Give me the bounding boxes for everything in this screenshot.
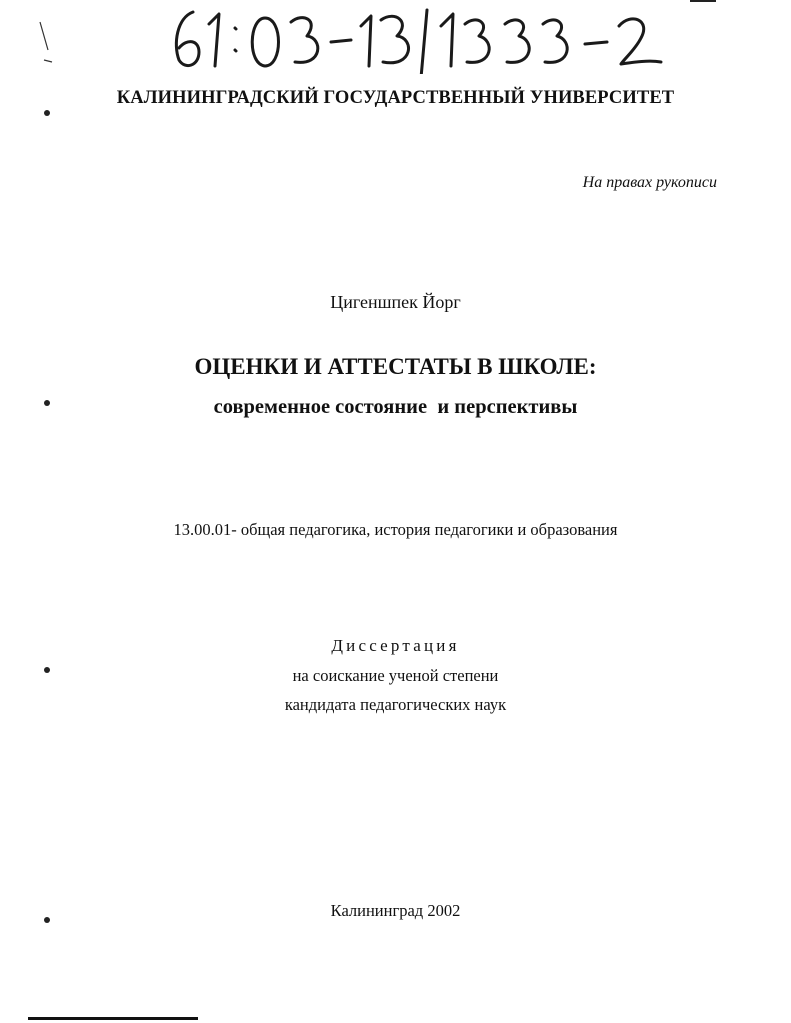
speciality-code: 13.00.01- общая педагогика, история педагогики и образования (173, 520, 618, 539)
scan-edge-line (28, 1017, 198, 1020)
degree-line-1: на соискание ученой степени (292, 666, 499, 685)
handwritten-archive-code (165, 4, 685, 74)
document-type: Диссертация (331, 636, 460, 655)
thesis-subtitle: современное состояние и перспективы (213, 396, 578, 418)
scan-artifact-mark (36, 20, 56, 70)
rights-note: На правах рукописи (582, 174, 717, 191)
author-name: Цигеншпек Йорг (330, 292, 461, 312)
degree-line-2: кандидата педагогических наук (284, 695, 507, 714)
city-year: Калининград 2002 (330, 901, 461, 920)
thesis-title: ОЦЕНКИ И АТТЕСТАТЫ В ШКОЛЕ: (194, 354, 597, 379)
scan-artifact-line (690, 0, 716, 2)
university-name: КАЛИНИНГРАДСКИЙ ГОСУДАРСТВЕННЫЙ УНИВЕРСИТЕТ (116, 88, 675, 108)
binding-mark (44, 110, 50, 116)
